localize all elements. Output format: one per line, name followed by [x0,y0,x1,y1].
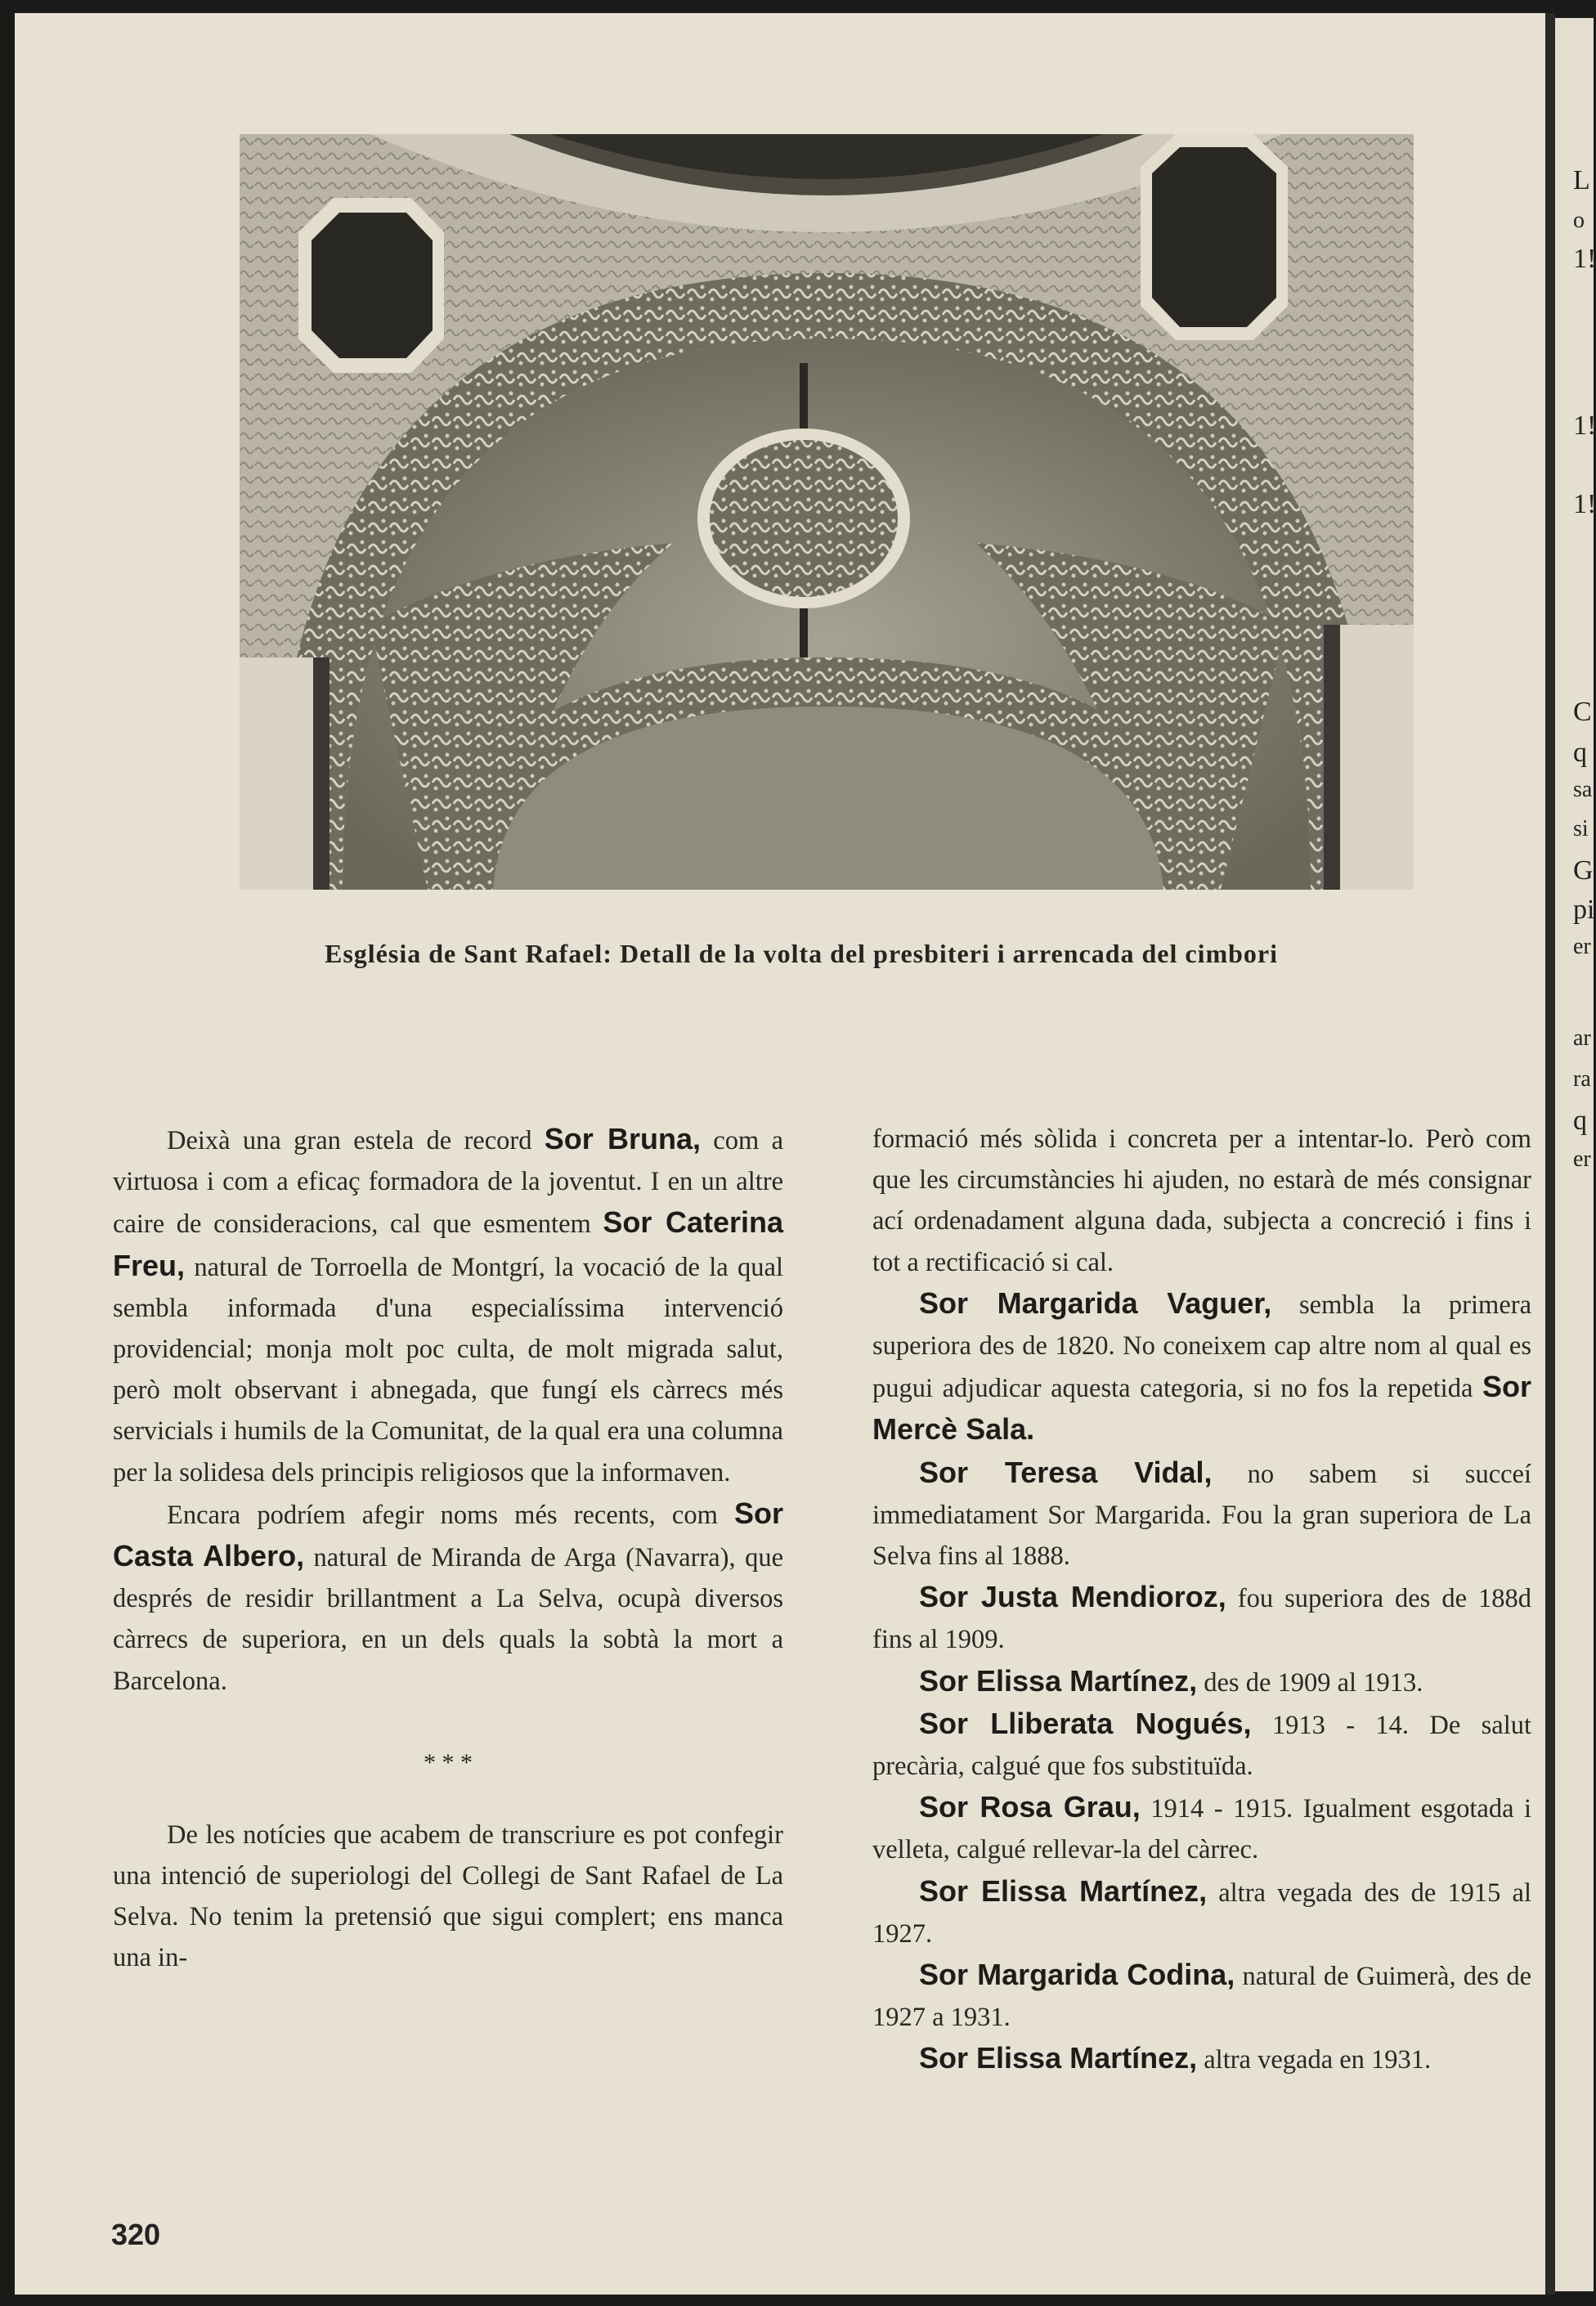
adjacent-page-edge [1555,18,1594,2291]
adjacent-text-fragment: 1! [1573,411,1596,441]
adjacent-text-fragment: q [1573,738,1587,768]
section-asterisks: * * * [424,1748,473,1776]
adjacent-text-fragment: si [1573,816,1589,841]
paragraph: De les notícies que acabem de transcriure es pot confegir una intenció de superiologi del Collegi de Sant Rafael de La Selva. No tenim la pretensió que sigui complert; ens manca una in- [113,1819,783,1973]
text-run: Deixà una gran estela de record [167,1126,545,1155]
person-name: Sor Casta Albero, [113,1496,783,1573]
photo-caption: Església de Sant Rafael: Detall de la volta del presbiteri i arrencada del cimbori [324,939,1279,968]
adjacent-text-fragment: q [1573,1106,1587,1136]
superior-entry [872,1871,1531,1954]
page-number: 320 [111,2218,161,2251]
text-run: altra vegada en 1931. [1197,2045,1432,2075]
person-name: Sor Justa Mendioroz, [919,1580,1226,1614]
person-name: Sor Lliberata Nogués, [919,1706,1252,1740]
text-run: natural de Torroella de Montgrí, la vocació de la qual sembla informada d'una especialíssima intervenció providencial; monja molt poc culta, de molt migrada salut, però molt observant i abnegada, que fungí els càrrecs més servicials i humils de la Comunitat, de la qual era una columna per la solidesa dels principis religiosos que la informaven. [113,1252,783,1487]
adjacent-text-fragment: G [1573,855,1594,886]
person-name: Sor Mercè Sala. [872,1370,1531,1447]
person-name: Sor Margarida Codina, [919,1958,1235,1992]
adjacent-text-fragment: pi [1573,895,1595,925]
adjacent-text-fragment: L [1573,165,1590,195]
paragraph: formació més sòlida i concreta per a intentar-lo. Però com que les circumstàncies hi ajuden, no estarà de més consignar ací ordenadament alguna dada, subjecta a concreció i fins i tot a rectificació si cal. [872,1124,1531,1277]
adjacent-text-fragment: o [1573,208,1585,233]
paragraph [113,1493,783,1702]
superior-entry [872,2038,1531,2080]
paragraph [113,1119,783,1493]
person-name: Sor Elissa Martínez, [919,2041,1198,2075]
superior-entry [872,1283,1531,1452]
text-run: altra vegada des de 1915 al 1927. [872,1878,1531,1949]
adjacent-text-fragment: sa [1573,777,1593,802]
person-name: Sor Rosa Grau, [919,1790,1141,1824]
text-run: sembla la primera superiora des de 1820. No coneixem cap altre nom al qual es pugui adjudicar aquesta categoria, si no fos la repetida [872,1290,1531,1404]
church-vault-photo [240,134,1414,890]
person-name: Sor Elissa Martínez, [919,1663,1198,1698]
person-name: Sor Bruna, [544,1122,701,1155]
text-run: fou superiora des de 188d fins al 1909. [872,1584,1531,1655]
text-run: Encara podríem afegir noms més recents, com [167,1500,734,1530]
text-run: 1914 - 1915. Igualment esgotada i velleta, calgué rellevar-la del càrrec. [872,1794,1531,1865]
adjacent-text-fragment: C [1573,697,1592,727]
superior-entry [872,1954,1531,2038]
adjacent-text-fragment: 1! [1573,244,1596,274]
adjacent-text-fragment: er [1573,934,1591,959]
adjacent-text-fragment: er [1573,1146,1591,1172]
text-run: des de 1909 al 1913. [1197,1667,1423,1698]
left-text-column [113,1119,783,1979]
superior-entry [872,1661,1531,1703]
page-gutter [1545,13,1555,2295]
superior-entry [872,1703,1531,1787]
person-name: Sor Margarida Vaguer, [919,1285,1272,1320]
text-run: natural de Guimerà, des de 1927 a 1931. [872,1962,1531,2033]
right-text-column [872,1119,1531,2081]
superior-entry [872,1577,1531,1660]
adjacent-text-fragment: ra [1573,1066,1591,1092]
adjacent-text-fragment: 1! [1573,489,1596,519]
text-run: no sabem si succeí immediatament Sor Margarida. Fou la gran superiora de La Selva fins al 1888. [872,1459,1531,1572]
person-name: Sor Caterina Freu, [113,1205,783,1282]
person-name: Sor Elissa Martínez, [919,1873,1208,1908]
superior-entry [872,1787,1531,1870]
adjacent-text-fragment: ar [1573,1025,1591,1051]
text-run: 1913 - 14. De salut precària, calgué que fos substituïda. [872,1710,1531,1782]
person-name: Sor Teresa Vidal, [919,1455,1213,1489]
text-run: natural de Miranda de Arga (Navarra), que després de residir brillantment a La Selva, ocupà diversos càrrecs de superiora, en un dels quals la sobtà la mort a Barcelona. [113,1543,783,1696]
superior-entry [872,1452,1531,1577]
text-run: com a virtuosa i com a eficaç formadora de la joventut. I en un altre caire de consideracions, cal que esmentem [113,1126,783,1240]
